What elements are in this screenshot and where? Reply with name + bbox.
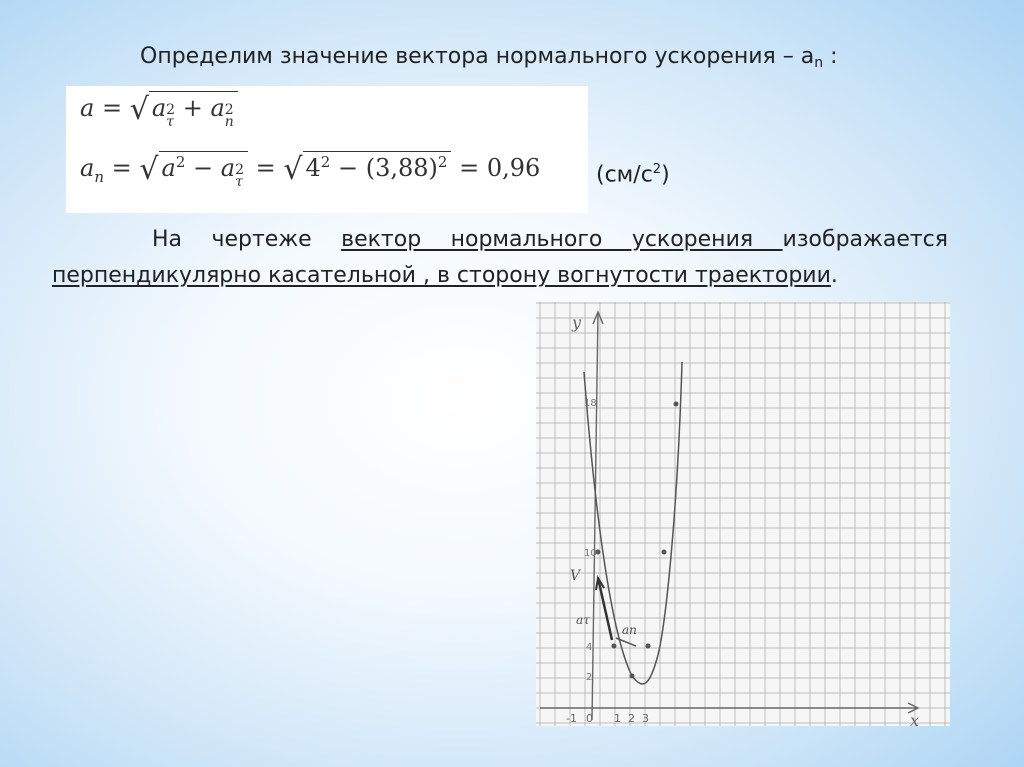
f2-minus2: − <box>337 154 359 182</box>
formula-image <box>66 86 588 213</box>
tick-x-3: 3 <box>642 712 649 725</box>
trajectory-graph-sketch <box>536 302 950 726</box>
paragraph-line-2 <box>52 258 948 294</box>
y-axis-line <box>592 312 598 720</box>
point-t-right <box>646 644 651 649</box>
f2-result: 0,96 <box>486 154 541 182</box>
f2-radicand1 <box>159 151 248 190</box>
tick-x-1: 1 <box>614 712 621 725</box>
f2-sqrt2 <box>283 152 451 187</box>
tick-x-0: 0 <box>586 712 593 725</box>
f2-sqrt1 <box>139 152 248 188</box>
para-underline-1: вектор нормального ускорения <box>341 227 783 252</box>
f1-t2-sub: n <box>224 114 234 130</box>
f2-eq2: = <box>255 154 276 182</box>
f2-num1-sup: 2 <box>320 153 331 171</box>
sqrt-sign-icon: √ <box>129 92 149 127</box>
f1-eq: = <box>101 94 123 122</box>
title-text: Определим значение вектора нормального ускорения – a <box>140 44 815 69</box>
formula-unit <box>596 162 670 187</box>
point-t-left <box>612 644 617 649</box>
sqrt-sign-icon: √ <box>139 152 159 187</box>
f2-lhs-sub: n <box>94 167 104 186</box>
tick-y-10: 10 <box>584 548 597 559</box>
f2-a-sup: 2 <box>175 153 186 171</box>
velocity-label: V <box>570 568 581 584</box>
tangential-label: aτ <box>576 613 590 627</box>
unit-text: (см/с <box>596 162 653 188</box>
graph-drawing <box>536 302 950 726</box>
f1-t1-sub: τ <box>166 114 174 130</box>
title-subscript: n <box>814 55 824 71</box>
paragraph-line-1 <box>52 222 948 258</box>
f2-eq1: = <box>111 154 132 182</box>
f2-eq3: = <box>459 154 480 182</box>
f2-a: a <box>161 154 176 182</box>
f1-t2-idx <box>225 104 234 128</box>
para-text-1: На чертеже <box>152 227 342 252</box>
point-top-right <box>674 402 679 407</box>
f2-lhs: a <box>80 154 95 182</box>
f2-num2: (3,88) <box>365 154 438 182</box>
normal-accel-vector <box>616 638 636 646</box>
slide-title <box>140 44 960 71</box>
tick-x-2: 2 <box>628 712 635 725</box>
f2-num2-sup: 2 <box>437 153 448 171</box>
tick-y-2: 2 <box>586 672 593 683</box>
para-underline-2: перпендикулярно касательной , в сторону вогнутости траектории <box>52 263 831 288</box>
point-y10-right <box>662 550 667 555</box>
f2-at: a <box>220 154 236 182</box>
f1-lhs: a <box>80 94 95 122</box>
sqrt-sign-icon: √ <box>283 152 303 187</box>
f1-t2: a <box>210 94 225 122</box>
f1-t1: a <box>151 94 167 122</box>
f1-sqrt <box>130 92 238 128</box>
para-text-3: . <box>830 263 838 288</box>
tick-y-top: 18 <box>584 398 597 409</box>
para-text-2: изображается <box>782 227 948 252</box>
f2-at-sup: 2 <box>235 162 244 178</box>
f1-t1-idx <box>166 104 175 128</box>
unit-close: ) <box>661 162 670 188</box>
formula-total-acceleration <box>80 92 238 128</box>
tick-x-minus1: -1 <box>566 712 577 725</box>
f1-plus: + <box>182 94 203 122</box>
point-vertex <box>630 674 635 679</box>
f2-at-idx <box>235 164 244 188</box>
f2-at-sub: τ <box>235 174 243 190</box>
f2-minus: − <box>193 154 214 182</box>
title-suffix: : <box>823 44 838 69</box>
x-axis-label: x <box>910 711 920 726</box>
explanation-paragraph <box>52 222 948 294</box>
f2-radicand2 <box>303 151 452 182</box>
formula-normal-acceleration <box>80 152 540 188</box>
f1-t2-sup: 2 <box>224 102 234 118</box>
tick-y-4: 4 <box>586 642 593 653</box>
f2-num1: 4 <box>305 154 321 182</box>
f1-t1-sup: 2 <box>166 102 176 118</box>
y-axis-label: y <box>572 313 582 332</box>
f1-radicand <box>149 91 238 130</box>
normal-label: an <box>622 623 637 637</box>
unit-sup: 2 <box>652 162 662 177</box>
